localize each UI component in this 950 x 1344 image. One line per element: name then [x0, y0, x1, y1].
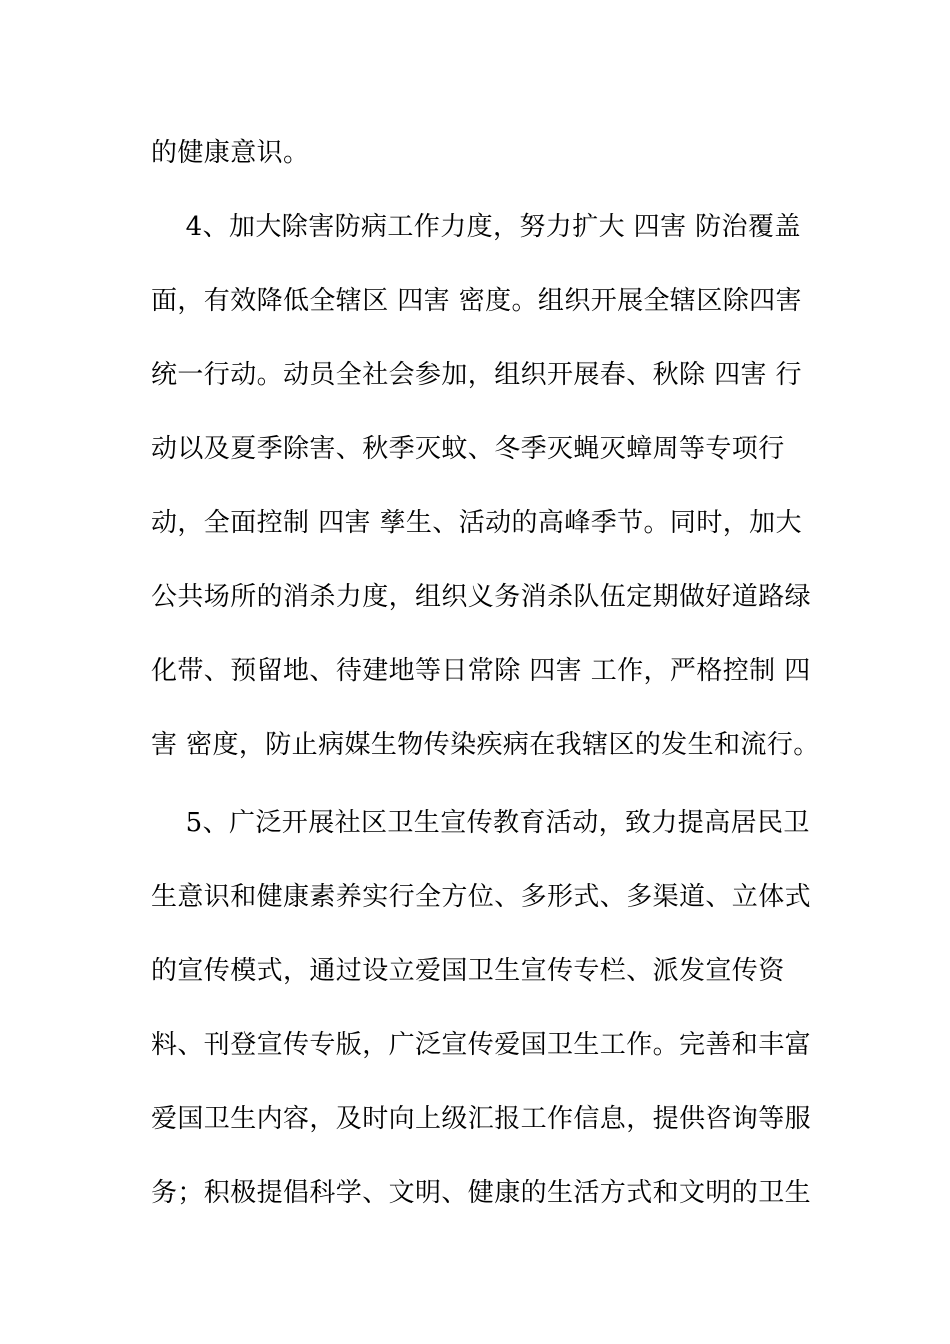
text-line: 动，全面控制 四害 孳生、活动的高峰季节。同时，加大	[151, 508, 802, 538]
text-line: 害 密度，防止病媒生物传染疾病在我辖区的发生和流行。	[151, 730, 820, 760]
text-line: 化带、预留地、待建地等日常除 四害 工作，严格控制 四	[151, 656, 811, 686]
text-line: 动以及夏季除害、秋季灭蚊、冬季灭蝇灭蟑周等专项行	[151, 434, 785, 464]
text-line: 统一行动。动员全社会参加，组织开展春、秋除 四害 行	[151, 360, 802, 390]
text-line: 5、广泛开展社区卫生宣传教育活动，致力提高居民卫	[151, 808, 810, 838]
text-line: 料、刊登宣传专版，广泛宣传爱国卫生工作。完善和丰富	[151, 1030, 812, 1060]
text-line: 务；积极提倡科学、文明、健康的生活方式和文明的卫生	[151, 1178, 812, 1208]
text-line: 公共场所的消杀力度，组织义务消杀队伍定期做好道路绿	[151, 582, 812, 612]
text-line: 生意识和健康素养实行全方位、多形式、多渠道、立体式	[151, 882, 812, 912]
text-line: 4、加大除害防病工作力度，努力扩大 四害 防治覆盖	[151, 212, 801, 242]
text-line: 的宣传模式，通过设立爱国卫生宣传专栏、派发宣传资	[151, 956, 785, 986]
text-line: 面，有效降低全辖区 四害 密度。组织开展全辖区除四害	[151, 286, 802, 316]
text-line: 的健康意识。	[151, 138, 310, 168]
text-line: 爱国卫生内容，及时向上级汇报工作信息，提供咨询等服	[151, 1104, 812, 1134]
